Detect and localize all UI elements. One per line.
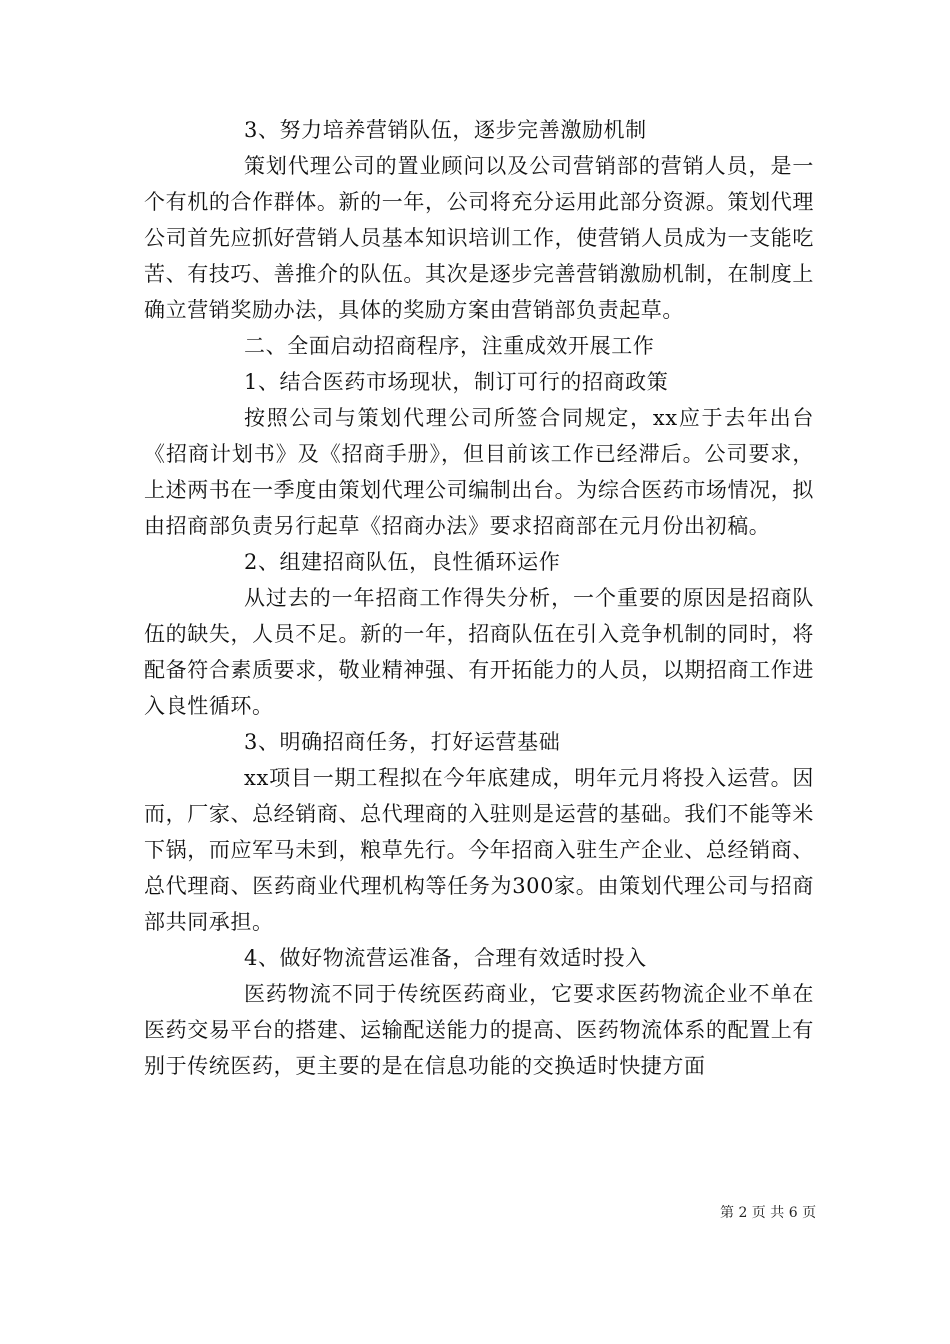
subheading-investment-tasks: 3、明确招商任务，打好运营基础 — [244, 730, 561, 754]
section-heading-investment: 二、全面启动招商程序，注重成效开展工作 — [244, 334, 655, 358]
paragraph-investment-team: 从过去的一年招商工作得失分析，一个重要的原因是招商队伍的缺失，人员不足。新的一年，招商队伍在引入竞争机制的同时，将配备符合素质要求，敬业精神强、有开拓能力的人员，以期招商工作进入良性循环。 — [144, 586, 814, 718]
section-heading-sales-team: 3、努力培养营销队伍，逐步完善激励机制 — [244, 118, 647, 142]
document-body — [144, 112, 814, 1084]
subheading-logistics: 4、做好物流营运准备，合理有效适时投入 — [244, 946, 647, 970]
paragraph-investment-policy: 按照公司与策划代理公司所签合同规定，xx应于去年出台《招商计划书》及《招商手册》，但目前该工作已经滞后。公司要求，上述两书在一季度由策划代理公司编制出台。为综合医药市场情况，拟由招商部负责另行起草《招商办法》要求招商部在元月份出初稿。 — [144, 406, 814, 538]
page-number-footer: 第 2 页 共 6 页 — [720, 1205, 817, 1221]
subheading-investment-policy: 1、结合医药市场现状，制订可行的招商政策 — [244, 370, 669, 394]
paragraph-investment-tasks: xx项目一期工程拟在今年底建成，明年元月将投入运营。因而，厂家、总经销商、总代理商的入驻则是运营的基础。我们不能等米下锅，而应军马未到，粮草先行。今年招商入驻生产企业、总经销商、总代理商、医药商业代理机构等任务为300家。由策划代理公司与招商部共同承担。 — [144, 766, 814, 934]
paragraph-logistics: 医药物流不同于传统医药商业，它要求医药物流企业不单在医药交易平台的搭建、运输配送能力的提高、医药物流体系的配置上有别于传统医药，更主要的是在信息功能的交换适时快捷方面 — [144, 982, 814, 1078]
paragraph-sales-team: 策划代理公司的置业顾问以及公司营销部的营销人员，是一个有机的合作群体。新的一年，公司将充分运用此部分资源。策划代理公司首先应抓好营销人员基本知识培训工作，使营销人员成为一支能吃苦、有技巧、善推介的队伍。其次是逐步完善营销激励机制，在制度上确立营销奖励办法，具体的奖励方案由营销部负责起草。 — [144, 154, 814, 322]
subheading-investment-team: 2、组建招商队伍，良性循环运作 — [244, 550, 561, 574]
